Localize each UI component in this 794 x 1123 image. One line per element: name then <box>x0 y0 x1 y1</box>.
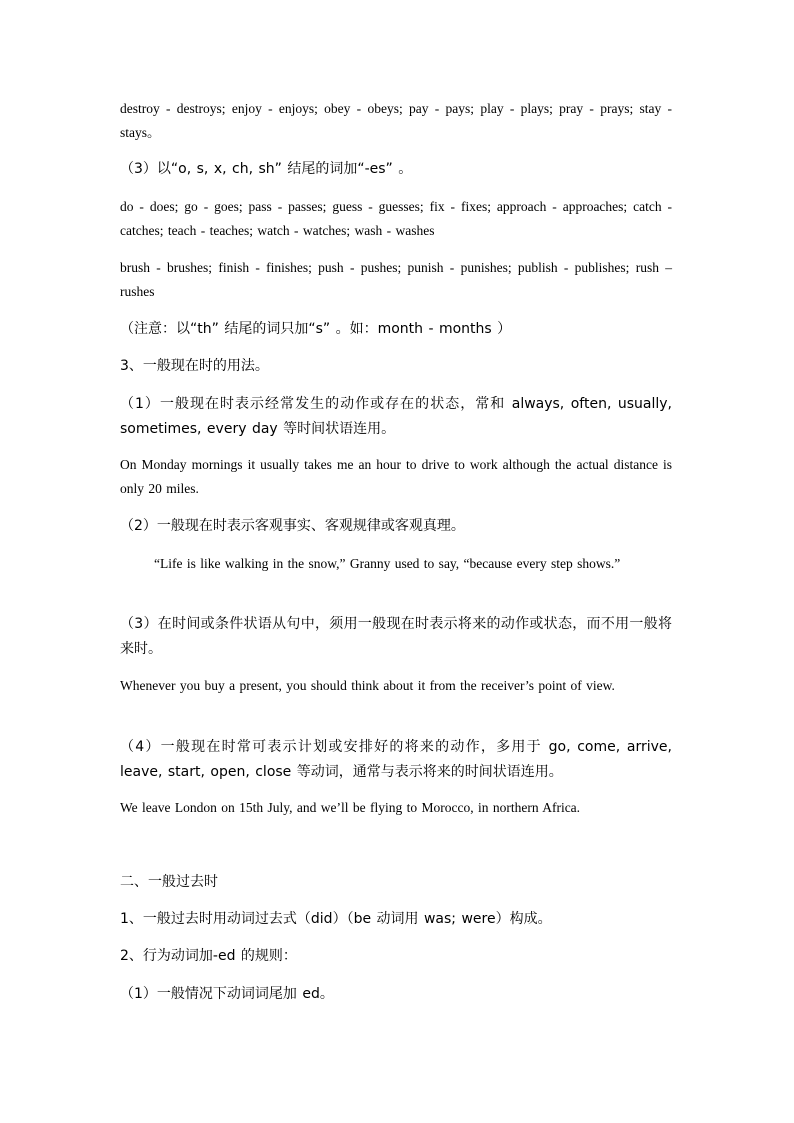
ed-rules-heading: 2、行为动词加-ed 的规则： <box>120 948 297 964</box>
usage-4-example: We leave London on 15th July, and we’ll be flying to Morocco, in northern Africa. <box>120 800 581 815</box>
verb-y-examples: destroy - destroys; enjoy - enjoys; obey - obeys; pay - pays; play - plays; pray - prays; stay - stays。 <box>120 101 672 140</box>
verb-es-examples-1: do - does; go - goes; pass - passes; guess - guesses; fix - fixes; approach - approaches; catch - catches; teach - teaches; watch - watches; wash - washes <box>120 199 672 238</box>
usage-4-text: （4）一般现在时常可表示计划或安排好的将来的动作，多用于 go, come, arrive, leave, start, open, close 等动词，通常与表示将来的时间状语连用。 <box>120 739 672 780</box>
usage-1-text: （1）一般现在时表示经常发生的动作或存在的状态，常和 always, often, usually, sometimes, every day 等时间状语连用。 <box>120 396 672 437</box>
verb-es-examples-2: brush - brushes; finish - finishes; push - pushes; punish - punishes; publish - publishes; rush – rushes <box>120 260 672 299</box>
note-th-ending: （注意：以“th” 结尾的词只加“s” 。如：month - months ） <box>120 321 512 337</box>
rule-3-es-heading: （3）以“o, s, x, ch, sh” 结尾的词加“-es” 。 <box>120 161 413 177</box>
section-past-tense-heading: 二、一般过去时 <box>120 874 218 890</box>
past-tense-form: 1、一般过去时用动词过去式（did）（be 动词用 was; were）构成。 <box>120 911 552 927</box>
usage-2-text: （2）一般现在时表示客观事实、客观规律或客观真理。 <box>120 518 465 534</box>
usage-2-example: “Life is like walking in the snow,” Granny used to say, “because every step shows.” <box>154 556 621 571</box>
usage-3-example: Whenever you buy a present, you should think about it from the receiver’s point of view. <box>120 678 615 693</box>
usage-1-example: On Monday mornings it usually takes me an hour to drive to work although the actual distance is only 20 miles. <box>120 457 672 496</box>
usage-3-text: （3）在时间或条件状语从句中，须用一般现在时表示将来的动作或状态，而不用一般将来时。 <box>120 616 672 657</box>
ed-rule-1: （1）一般情况下动词词尾加 ed。 <box>120 986 334 1002</box>
section-3-heading: 3、一般现在时的用法。 <box>120 358 269 374</box>
